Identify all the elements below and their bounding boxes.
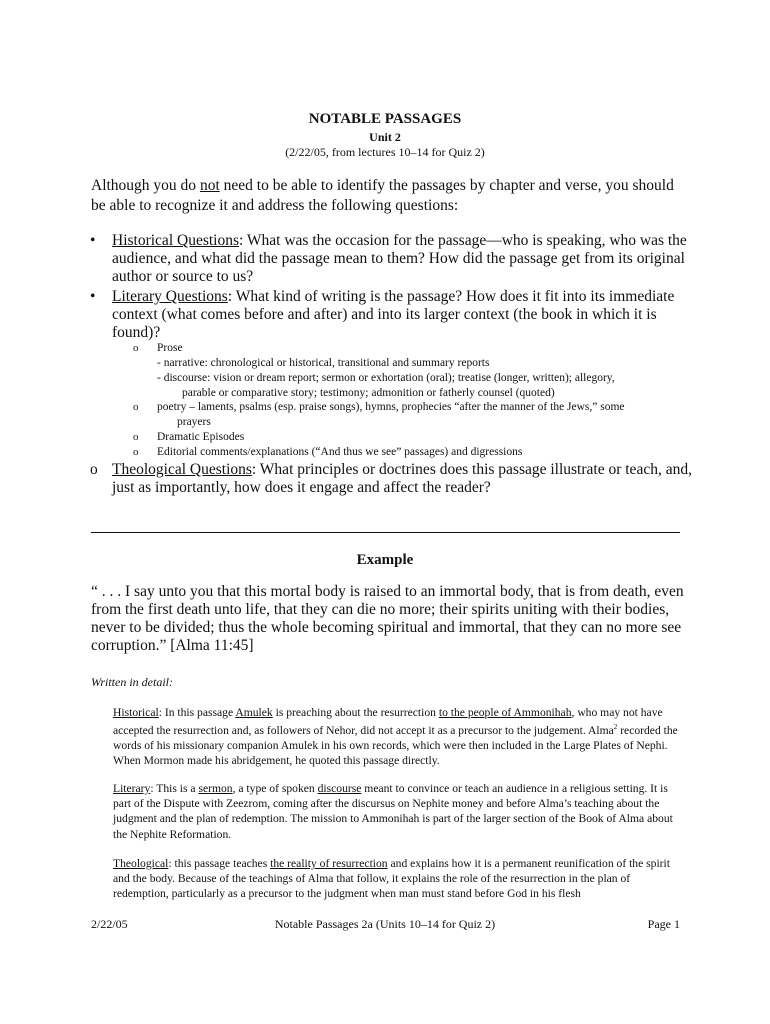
- literary-detail-label: Literary: [113, 782, 151, 795]
- literary-question-text: : What kind of writing is the passage? How does it fit into its immediate context (what comes before and after) and into its larger context (the book in which it is found)?: [112, 288, 675, 341]
- detail-text: meant to convince or teach an audience in a religious setting. It is part of the Dispute with Zeezrom, coming after the discursus on Nephite money and before Alma’s teaching about the judgment and the plan of redemption. The mission to Ammonihah is part of the larger section of the Book of Alma about the Nephite Reformation.: [113, 782, 673, 841]
- literary-sub-continuation: prayers: [177, 415, 211, 428]
- literary-question: [90, 288, 694, 342]
- detail-underline: Amulek: [235, 706, 273, 719]
- section-divider: [91, 532, 680, 533]
- literary-sub-item: [157, 356, 697, 371]
- intro-paragraph: [91, 176, 691, 216]
- literary-sub-item: [133, 400, 697, 429]
- detail-underline: sermon: [198, 782, 233, 795]
- literary-sub-item: [133, 430, 697, 445]
- intro-text-c: need to be able to identify the passages by chapter and verse, you should be able to recognize it and address the following questions:: [91, 177, 674, 214]
- literary-sub-continuation: parable or comparative story; testimony; admonition or fatherly counsel (quoted): [182, 386, 555, 399]
- superscript: 2: [613, 723, 618, 732]
- example-quote: “ . . . I say unto you that this mortal body is raised to an immortal body, that is from death, even from the first death unto life, that they can die no more; their spirits uniting with their bodies, never to be divided; thus the whole becoming spiritual and immortal, that they can no more see corruption.” [Alma 11:45]: [91, 583, 684, 654]
- literary-sub-item: [133, 445, 697, 460]
- detail-text: is preaching about the resurrection: [272, 706, 439, 719]
- footer-page-number: Page 1: [647, 917, 680, 931]
- bullet-icon: •: [90, 288, 96, 305]
- page-title: NOTABLE PASSAGES: [308, 111, 462, 127]
- literary-sub-text: - discourse: vision or dream report; sermon or exhortation (oral); treatise (longer, written); allegory,: [157, 372, 615, 384]
- circle-bullet-icon: o: [133, 446, 139, 458]
- theological-detail-label: Theological: [113, 857, 169, 870]
- detail-text: , who may not have accepted the resurrection and, as followers of Nehor, did not accept it as a precursor to the judgement. Alma: [113, 706, 663, 738]
- historical-detail-label: Historical: [113, 706, 159, 719]
- literary-sub-item: [157, 371, 697, 400]
- literary-sub-text: poetry – laments, psalms (esp. praise songs), hymns, prophecies “after the manner of the Jews,” some: [157, 401, 625, 413]
- intro-emphasis-not: not: [199, 177, 220, 194]
- circle-bullet-icon: o: [133, 401, 139, 413]
- detail-text: : This is a: [150, 782, 199, 795]
- detail-text: , a type of spoken: [232, 782, 318, 795]
- detail-underline: discourse: [317, 782, 362, 795]
- historical-question: [90, 232, 694, 286]
- detail-text: recorded the words of his missionary companion Amulek in his own records, which were then included in the Large Plates of Nephi. When Mormon made his abridgement, he quoted this passage directly.: [113, 724, 678, 768]
- intro-text-a: Although you do: [91, 177, 200, 194]
- bullet-icon: •: [90, 232, 96, 249]
- theological-question-text: : What principles or doctrines does this passage illustrate or teach, and, just as importantly, how does it engage and affect the reader?: [112, 461, 692, 496]
- footer-title: Notable Passages 2a (Units 10–14 for Quiz 2): [274, 917, 496, 931]
- historical-question-text: : What was the occasion for the passage—who is speaking, who was the audience, and what did the passage mean to them? How did the passage get from its original author or source to us?: [112, 232, 687, 285]
- detail-text: and explains how it is a permanent reunification of the spirit and the body. Because of the teachings of Alma that follow, it explains the role of the resurrection in the plan of redemption, particularly as a precursor to the judgment when man must stand before God in his flesh: [113, 857, 670, 901]
- example-heading: Example: [356, 552, 414, 568]
- theological-detail: [113, 856, 683, 902]
- literary-sub-text: Editorial comments/explanations (“And thus we see” passages) and digressions: [157, 446, 523, 458]
- footer-date: 2/22/05: [91, 917, 128, 931]
- detail-text: : this passage teaches: [168, 857, 271, 870]
- theological-question: [90, 461, 694, 497]
- circle-bullet-icon: o: [133, 431, 139, 443]
- circle-bullet-icon: o: [90, 461, 98, 478]
- written-in-detail-label: Written in detail:: [91, 675, 173, 689]
- date-subtitle: (2/22/05, from lectures 10–14 for Quiz 2): [285, 145, 485, 159]
- circle-bullet-icon: o: [133, 342, 139, 354]
- literary-detail: [113, 781, 683, 842]
- unit-subtitle: Unit 2: [369, 130, 401, 144]
- literary-sub-text: Prose: [157, 342, 183, 354]
- literary-sub-text: - narrative: chronological or historical, transitional and summary reports: [157, 357, 490, 369]
- literary-sub-text: Dramatic Episodes: [157, 431, 245, 443]
- detail-underline: the reality of resurrection: [270, 857, 388, 870]
- literary-sub-item: [133, 341, 697, 356]
- historical-question-label: Historical Questions: [112, 232, 239, 249]
- detail-underline: to the people of Ammonihah: [438, 706, 572, 719]
- literary-question-label: Literary Questions: [112, 288, 228, 305]
- historical-detail: [113, 705, 683, 769]
- theological-question-label: Theological Questions: [112, 461, 252, 478]
- detail-text: : In this passage: [158, 706, 236, 719]
